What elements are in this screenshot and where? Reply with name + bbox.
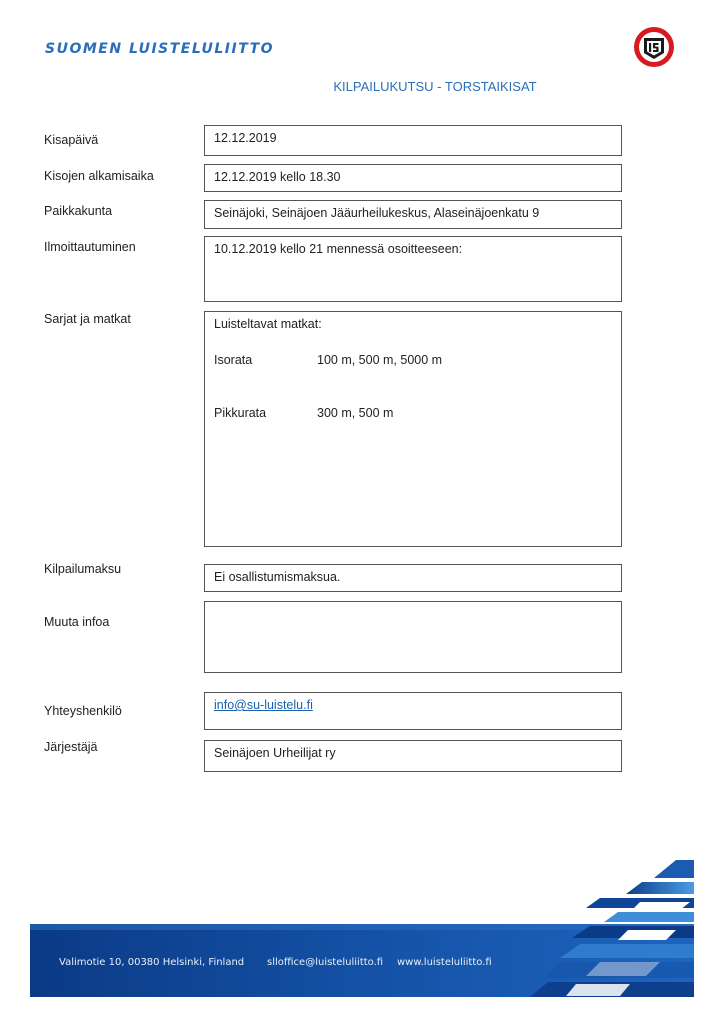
- value-paikkakunta: Seinäjoki, Seinäjoen Jääurheilukeskus, Alaseinäjoenkatu 9: [214, 206, 540, 220]
- label-kisapaiva: Kisapäivä: [44, 133, 99, 147]
- label-paikkakunta: Paikkakunta: [44, 204, 113, 218]
- value-jarjestaja: Seinäjoen Urheilijat ry: [214, 746, 336, 760]
- document-title: KILPAILUKUTSU - TORSTAIKISAT: [333, 79, 537, 94]
- distance-values: 100 m, 500 m, 5000 m: [317, 353, 443, 367]
- field-sarjat: [204, 311, 622, 547]
- label-sarjat: Sarjat ja matkat: [44, 312, 131, 326]
- federation-logo-icon: [633, 26, 675, 68]
- label-ilmoittautuminen: Ilmoittautuminen: [44, 240, 136, 254]
- label-kilpailumaksu: Kilpailumaksu: [44, 562, 122, 576]
- label-muuta-infoa: Muuta infoa: [44, 615, 110, 629]
- field-kisapaiva: [204, 125, 622, 156]
- footer-website[interactable]: www.luisteluliitto.fi: [397, 957, 492, 968]
- label-alkamisaika: Kisojen alkamisaika: [44, 169, 154, 183]
- footer-graphic: [0, 850, 724, 1024]
- field-jarjestaja: [204, 740, 622, 772]
- distance-name: Pikkurata: [214, 406, 267, 420]
- brand-name: SUOMEN LUISTELULIITTO: [45, 41, 275, 57]
- value-ilmoittautuminen: 10.12.2019 kello 21 mennessä osoitteeseen:: [214, 242, 463, 256]
- field-paikkakunta: [204, 200, 622, 229]
- distance-row-isorata: [214, 353, 442, 367]
- distance-values: 300 m, 500 m: [317, 406, 394, 420]
- contact-email-link[interactable]: info@su-luistelu.fi: [214, 698, 313, 712]
- field-kilpailumaksu: [204, 564, 622, 592]
- footer-address: Valimotie 10, 00380 Helsinki, Finland: [59, 957, 245, 968]
- field-yhteyshenkilo: [204, 692, 622, 730]
- field-ilmoittautuminen: [204, 236, 622, 302]
- label-jarjestaja: Järjestäjä: [44, 740, 98, 754]
- value-kisapaiva: 12.12.2019: [214, 131, 277, 145]
- value-alkamisaika: 12.12.2019 kello 18.30: [214, 170, 341, 184]
- field-muuta-infoa: [204, 601, 622, 673]
- footer-email[interactable]: slloffice@luisteluliitto.fi: [267, 957, 384, 968]
- distance-row-pikkurata: [214, 406, 393, 420]
- distance-name: Isorata: [214, 353, 253, 367]
- label-yhteyshenkilo: Yhteyshenkilö: [44, 704, 122, 718]
- value-kilpailumaksu: Ei osallistumismaksua.: [214, 570, 341, 584]
- sarjat-heading: Luisteltavat matkat:: [214, 317, 322, 331]
- field-alkamisaika: [204, 164, 622, 192]
